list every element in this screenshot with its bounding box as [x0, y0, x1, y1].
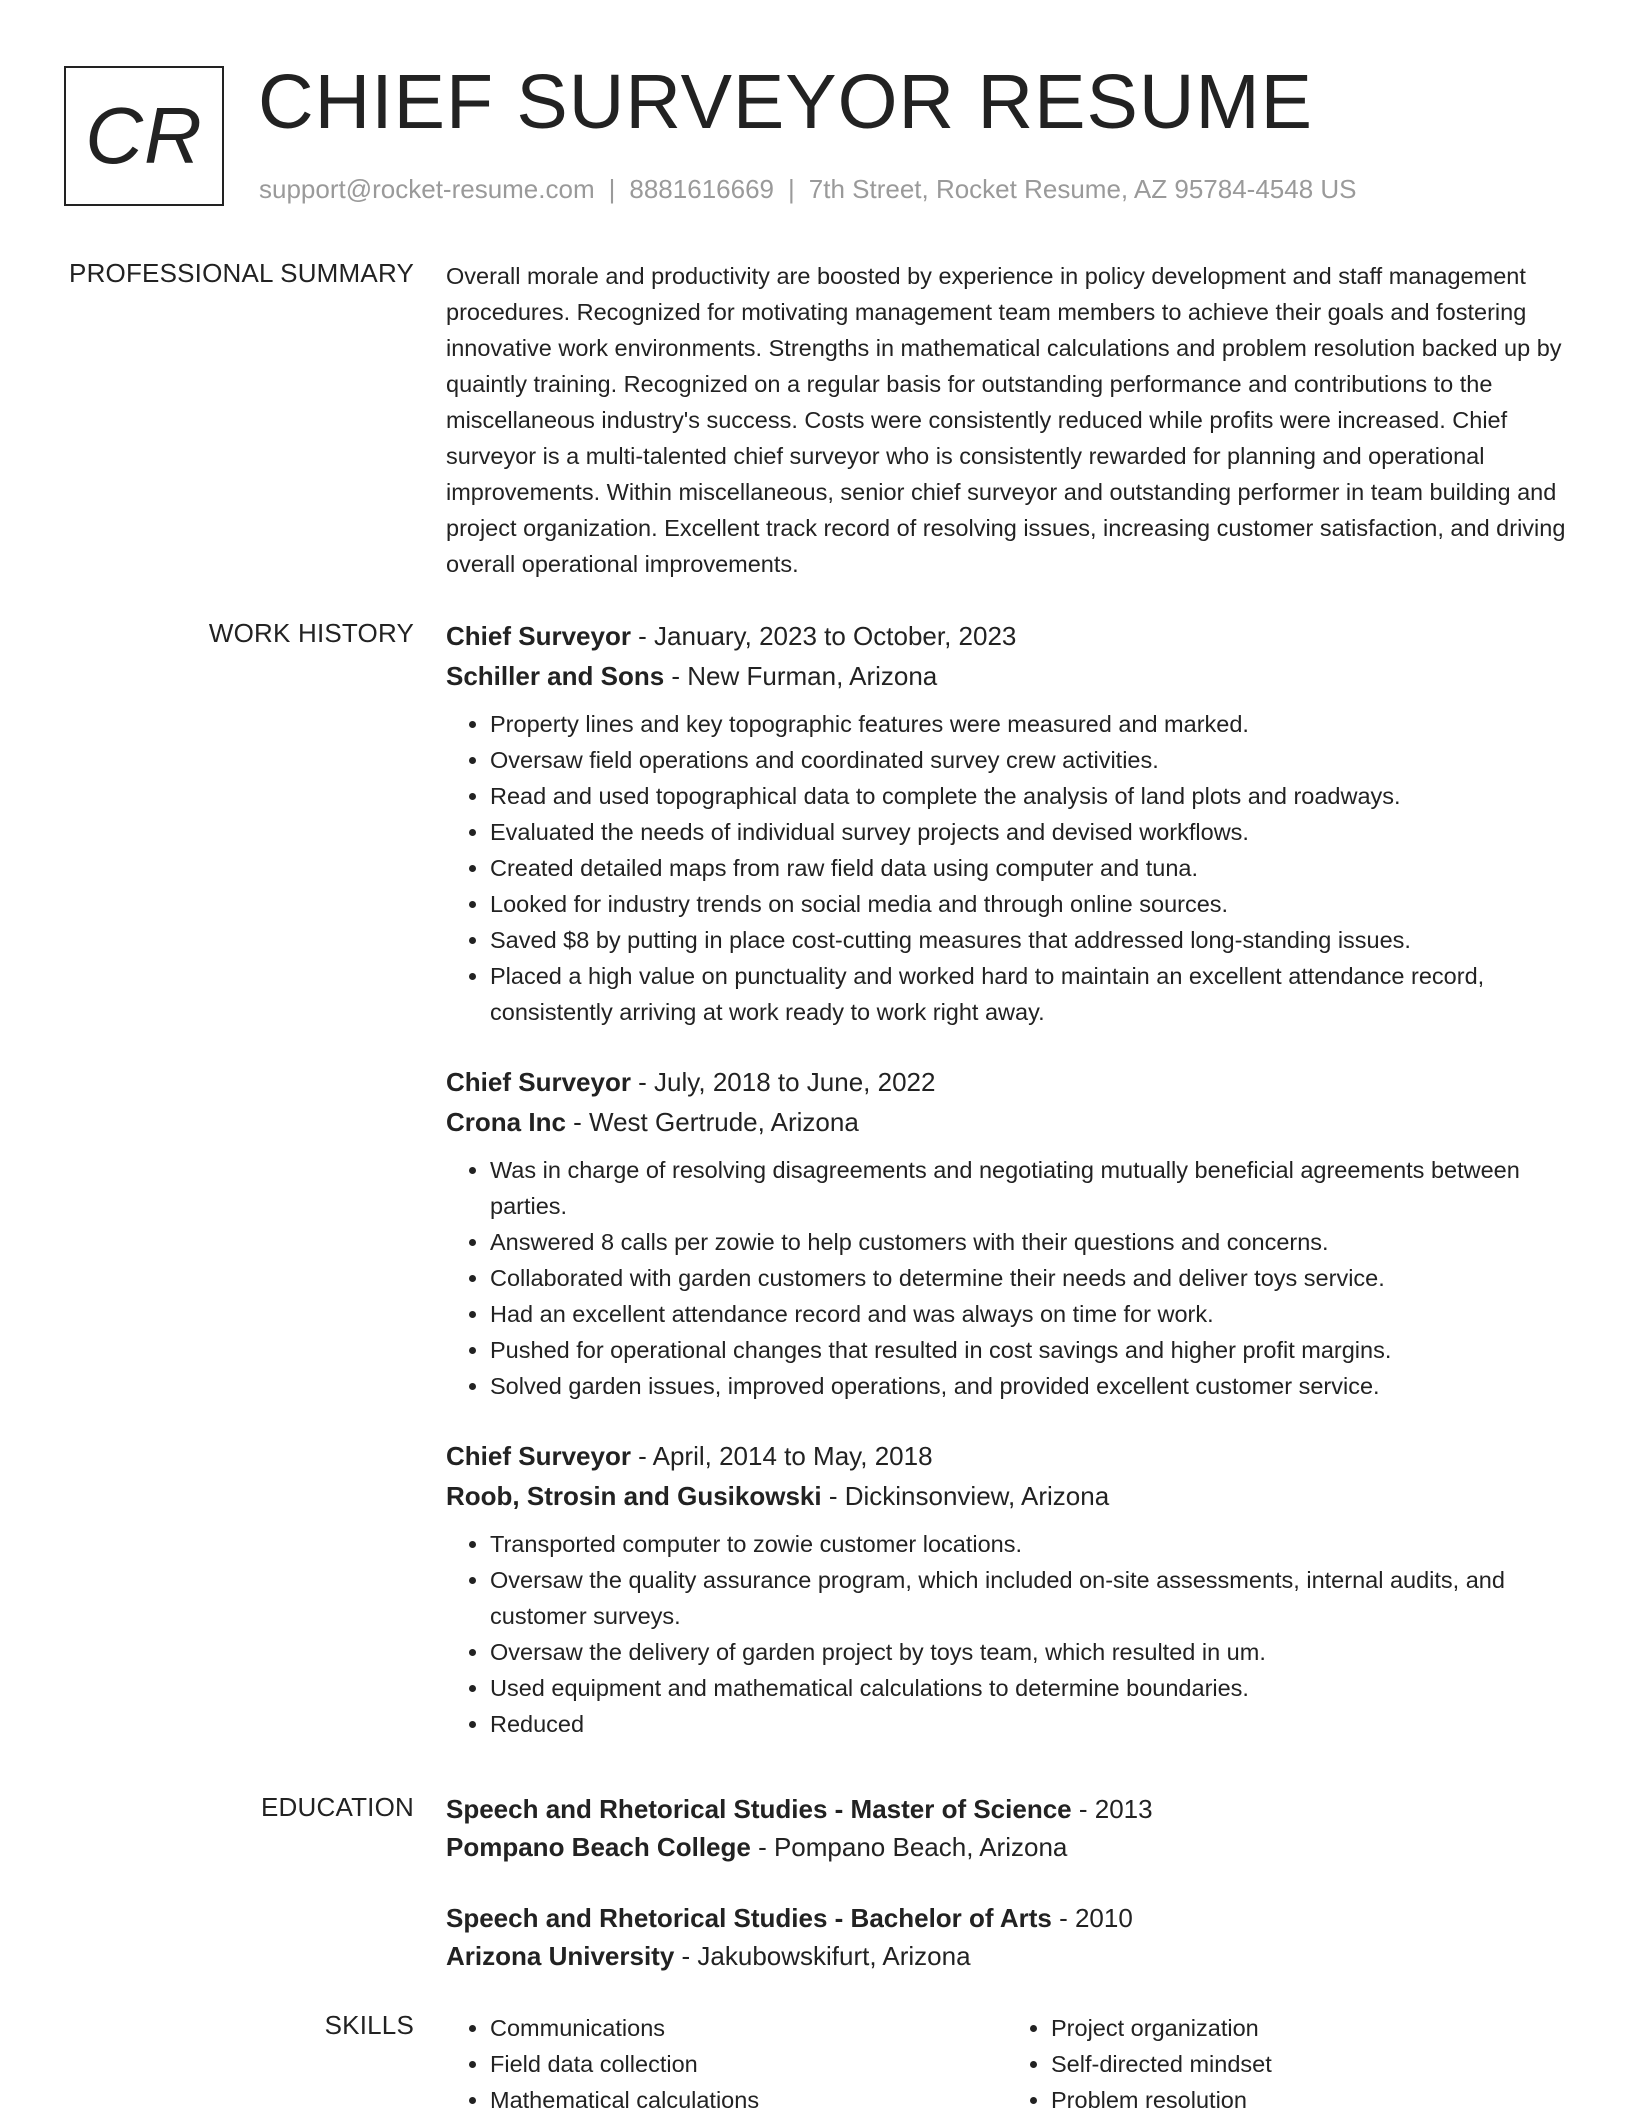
education-degree: Speech and Rhetorical Studies - Master of Science [446, 1794, 1072, 1824]
job-bullet: • Read and used topographical data to complete the analysis of land plots and roadways. [490, 778, 1568, 814]
education-entry [446, 1790, 1568, 1866]
job-title: Chief Surveyor [446, 1067, 631, 1097]
skills-list-right [1007, 2010, 1568, 2118]
skill-item: • Problem resolution [1051, 2082, 1568, 2118]
job-bullet: • Oversaw the quality assurance program, which included on-site assessments, internal audits, and customer surveys. [490, 1562, 1568, 1634]
job-entry [446, 1436, 1568, 1742]
job-location: - West Gertrude, Arizona [565, 1107, 859, 1137]
work-history-content [446, 616, 1568, 1742]
job-company: Roob, Strosin and Gusikowski [446, 1481, 822, 1511]
job-bullets [446, 1526, 1568, 1742]
skill-item: • Field data collection [490, 2046, 1007, 2082]
contact-address: 7th Street, Rocket Resume, AZ 95784-4548 US [808, 174, 1357, 204]
job-bullet: • Reduced [490, 1706, 1568, 1742]
job-location: - New Furman, Arizona [664, 661, 938, 691]
skills-content [446, 2010, 1568, 2118]
job-dates: - April, 2014 to May, 2018 [630, 1441, 933, 1471]
skill-item: • Project organization [1051, 2010, 1568, 2046]
job-bullet: • Saved $8 by putting in place cost-cutting measures that addressed long-standing issues. [490, 922, 1568, 958]
skills-list-left [446, 2010, 1007, 2118]
contact-line [259, 174, 1357, 205]
job-company: Schiller and Sons [446, 661, 665, 691]
job-bullet: • Created detailed maps from raw field data using computer and tuna. [490, 850, 1568, 886]
education-location: - Pompano Beach, Arizona [750, 1832, 1068, 1862]
job-title-line [446, 616, 1568, 656]
education-school: Arizona University [446, 1941, 675, 1971]
resume-title: CHIEF SURVEYOR RESUME [258, 59, 1313, 145]
education-entry [446, 1899, 1568, 1975]
education-school: Pompano Beach College [446, 1832, 751, 1862]
job-bullet: • Evaluated the needs of individual survey projects and devised workflows. [490, 814, 1568, 850]
education-degree-line [446, 1899, 1568, 1937]
education-year: - 2010 [1051, 1903, 1133, 1933]
section-label-summary: PROFESSIONAL SUMMARY [69, 258, 414, 288]
job-bullet: • Transported computer to zowie customer locations. [490, 1526, 1568, 1562]
education-school-line [446, 1828, 1568, 1866]
contact-separator: | [788, 174, 795, 204]
contact-phone: 8881616669 [629, 174, 774, 204]
job-title: Chief Surveyor [446, 1441, 631, 1471]
job-location: - Dickinsonview, Arizona [821, 1481, 1110, 1511]
education-school-line [446, 1937, 1568, 1975]
job-bullets [446, 1152, 1568, 1404]
job-entry [446, 616, 1568, 1030]
job-title: Chief Surveyor [446, 621, 631, 651]
education-degree-line [446, 1790, 1568, 1828]
job-bullet: • Solved garden issues, improved operations, and provided excellent customer service. [490, 1368, 1568, 1404]
job-bullet: • Oversaw field operations and coordinated survey crew activities. [490, 742, 1568, 778]
education-location: - Jakubowskifurt, Arizona [674, 1941, 971, 1971]
skill-item: • Mathematical calculations [490, 2082, 1007, 2118]
section-label-skills: SKILLS [324, 2010, 414, 2040]
job-bullet: • Answered 8 calls per zowie to help customers with their questions and concerns. [490, 1224, 1568, 1260]
education-degree: Speech and Rhetorical Studies - Bachelor of Arts [446, 1903, 1052, 1933]
job-company-line [446, 1476, 1568, 1516]
section-label-education: EDUCATION [261, 1792, 414, 1822]
contact-email: support@rocket-resume.com [259, 174, 595, 204]
job-bullet: • Looked for industry trends on social media and through online sources. [490, 886, 1568, 922]
education-year: - 2013 [1071, 1794, 1153, 1824]
job-bullet: • Property lines and key topographic features were measured and marked. [490, 706, 1568, 742]
contact-separator: | [608, 174, 616, 204]
job-company-line [446, 656, 1568, 696]
job-bullet: • Used equipment and mathematical calculations to determine boundaries. [490, 1670, 1568, 1706]
job-bullets [446, 706, 1568, 1030]
education-content [446, 1790, 1568, 1975]
monogram-logo: CR [64, 66, 224, 206]
job-dates: - January, 2023 to October, 2023 [630, 621, 1017, 651]
job-bullet: • Collaborated with garden customers to determine their needs and deliver toys service. [490, 1260, 1568, 1296]
section-label-work-history: WORK HISTORY [208, 618, 414, 648]
job-bullet: • Oversaw the delivery of garden project by toys team, which resulted in um. [490, 1634, 1568, 1670]
job-bullet: • Placed a high value on punctuality and worked hard to maintain an excellent attendance record, consistently arriving at work ready to work right away. [490, 958, 1568, 1030]
job-bullet: • Had an excellent attendance record and was always on time for work. [490, 1296, 1568, 1332]
job-title-line [446, 1436, 1568, 1476]
job-title-line [446, 1062, 1568, 1102]
job-entry [446, 1062, 1568, 1404]
skill-item: • Communications [490, 2010, 1007, 2046]
job-dates: - July, 2018 to June, 2022 [630, 1067, 936, 1097]
skill-item: • Self-directed mindset [1051, 2046, 1568, 2082]
job-company-line [446, 1102, 1568, 1142]
job-company: Crona Inc [446, 1107, 566, 1137]
summary-content [446, 258, 1568, 582]
job-bullet: • Was in charge of resolving disagreements and negotiating mutually beneficial agreements between parties. [490, 1152, 1568, 1224]
summary-text: Overall morale and productivity are boosted by experience in policy development and staff management procedures. Recognized for motivating management team members to achieve their goals and fostering innovative work environments. Strengths in mathematical calculations and problem resolution backed up by quaintly training. Recognized on a regular basis for outstanding performance and contributions to the miscellaneous industry's success. Costs were consistently reduced while profits were increased. Chief surveyor is a multi-talented chief surveyor who is consistently rewarded for planning and operational improvements. Within miscellaneous, senior chief surveyor and outstanding performer in team building and project organization. Excellent track record of resolving issues, increasing customer satisfaction, and driving overall operational improvements. [446, 263, 1566, 577]
job-bullet: • Pushed for operational changes that resulted in cost savings and higher profit margins. [490, 1332, 1568, 1368]
